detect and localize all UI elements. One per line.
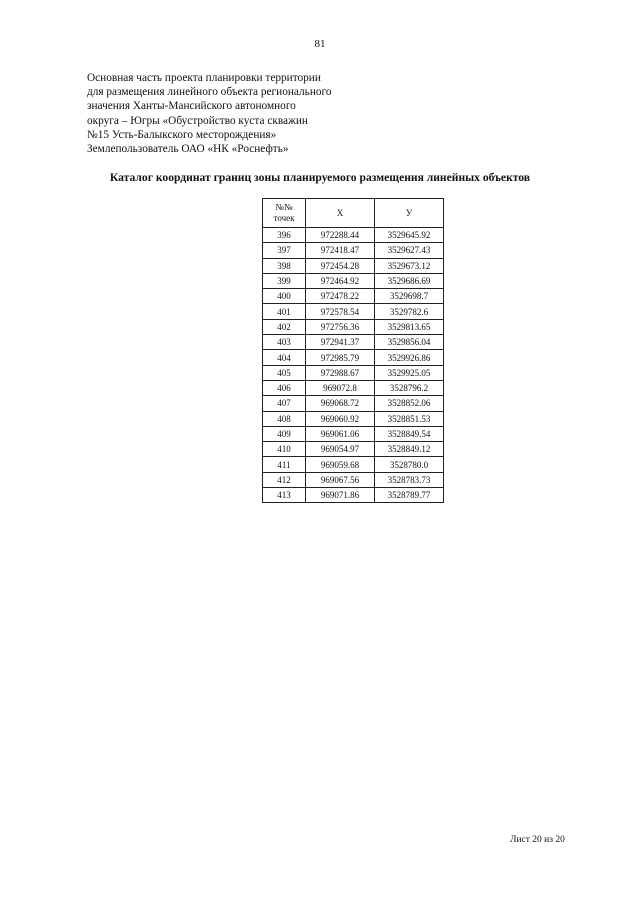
point-number-cell: 404 [263,350,306,365]
y-coordinate-cell: 3529813.65 [375,319,444,334]
x-coordinate-cell: 969068.72 [306,396,375,411]
y-coordinate-cell: 3529686.69 [375,273,444,288]
point-number-cell: 402 [263,319,306,334]
point-number-header-line2: точек [273,213,295,223]
point-number-cell: 407 [263,396,306,411]
y-coordinate-cell: 3528851.53 [375,411,444,426]
document-header [87,71,332,156]
point-number-cell: 401 [263,304,306,319]
x-coordinate-cell: 972941.37 [306,335,375,350]
table-row [263,488,444,503]
x-coordinate-cell: 969072.8 [306,380,375,395]
header-line: для размещения линейного объекта регионального [87,86,332,99]
point-number-cell: 409 [263,426,306,441]
table-row [263,426,444,441]
y-coordinate-cell: 3528849.12 [375,442,444,457]
header-line: Землепользователь ОАО «НК «Роснефть» [87,143,289,156]
point-number-cell: 405 [263,365,306,380]
point-number-cell: 412 [263,472,306,487]
x-coordinate-cell: 972988.67 [306,365,375,380]
table-row [263,472,444,487]
table-row [263,319,444,334]
y-coordinate-cell: 3529925.05 [375,365,444,380]
x-coordinate-cell: 969067.56 [306,472,375,487]
table-row [263,228,444,243]
y-coordinate-cell: 3529627.43 [375,243,444,258]
x-coordinate-cell: 969071.86 [306,488,375,503]
header-line: Основная часть проекта планировки территории [87,72,321,84]
point-number-cell: 403 [263,335,306,350]
header-line: округа – Югры «Обустройство куста скважин [87,114,308,127]
table-row [263,304,444,319]
table-row [263,258,444,273]
coordinates-table [262,198,444,503]
x-coordinate-cell: 969054.97 [306,442,375,457]
point-number-cell: 406 [263,380,306,395]
y-coordinate-cell: 3529698.7 [375,289,444,304]
table-header-row [263,199,444,228]
table-row [263,380,444,395]
table-row [263,350,444,365]
table-row [263,335,444,350]
table-row [263,442,444,457]
y-coordinate-cell: 3528852.06 [375,396,444,411]
y-header: У [375,199,444,228]
x-header: X [306,199,375,228]
catalog-title: Каталог координат границ зоны планируемого размещения линейных объектов [109,171,531,184]
table-row [263,457,444,472]
point-number-cell: 399 [263,273,306,288]
y-coordinate-cell: 3528780.0 [375,457,444,472]
table-row [263,289,444,304]
point-number-cell: 398 [263,258,306,273]
y-coordinate-cell: 3528849.54 [375,426,444,441]
point-number-cell: 410 [263,442,306,457]
y-coordinate-cell: 3529856.04 [375,335,444,350]
x-coordinate-cell: 972418.47 [306,243,375,258]
x-coordinate-cell: 972478.22 [306,289,375,304]
x-coordinate-cell: 972464.92 [306,273,375,288]
x-coordinate-cell: 972756.36 [306,319,375,334]
header-line: значения Ханты-Мансийского автономного [87,100,296,113]
y-coordinate-cell: 3529673.12 [375,258,444,273]
point-number-cell: 397 [263,243,306,258]
sheet-counter: Лист 20 из 20 [510,835,565,845]
table-body [263,228,444,503]
x-coordinate-cell: 969061.06 [306,426,375,441]
point-number-cell: 396 [263,228,306,243]
table-row [263,411,444,426]
y-coordinate-cell: 3528783.73 [375,472,444,487]
y-coordinate-cell: 3529782.6 [375,304,444,319]
header-line: №15 Усть-Балыкского месторождения» [87,128,277,141]
point-number-header-line1: №№ [275,202,293,212]
point-number-cell: 400 [263,289,306,304]
point-number-header [263,199,306,228]
y-coordinate-cell: 3529926.86 [375,350,444,365]
page-number: 81 [314,38,326,50]
x-coordinate-cell: 972985.79 [306,350,375,365]
point-number-cell: 411 [263,457,306,472]
y-coordinate-cell: 3529645.92 [375,228,444,243]
x-coordinate-cell: 969059.68 [306,457,375,472]
y-coordinate-cell: 3528796.2 [375,380,444,395]
table-row [263,396,444,411]
table-row [263,365,444,380]
table-row [263,243,444,258]
y-coordinate-cell: 3528789.77 [375,488,444,503]
point-number-cell: 413 [263,488,306,503]
x-coordinate-cell: 972578.54 [306,304,375,319]
table-row [263,273,444,288]
x-coordinate-cell: 969060.92 [306,411,375,426]
x-coordinate-cell: 972454.28 [306,258,375,273]
x-coordinate-cell: 972288.44 [306,228,375,243]
point-number-cell: 408 [263,411,306,426]
